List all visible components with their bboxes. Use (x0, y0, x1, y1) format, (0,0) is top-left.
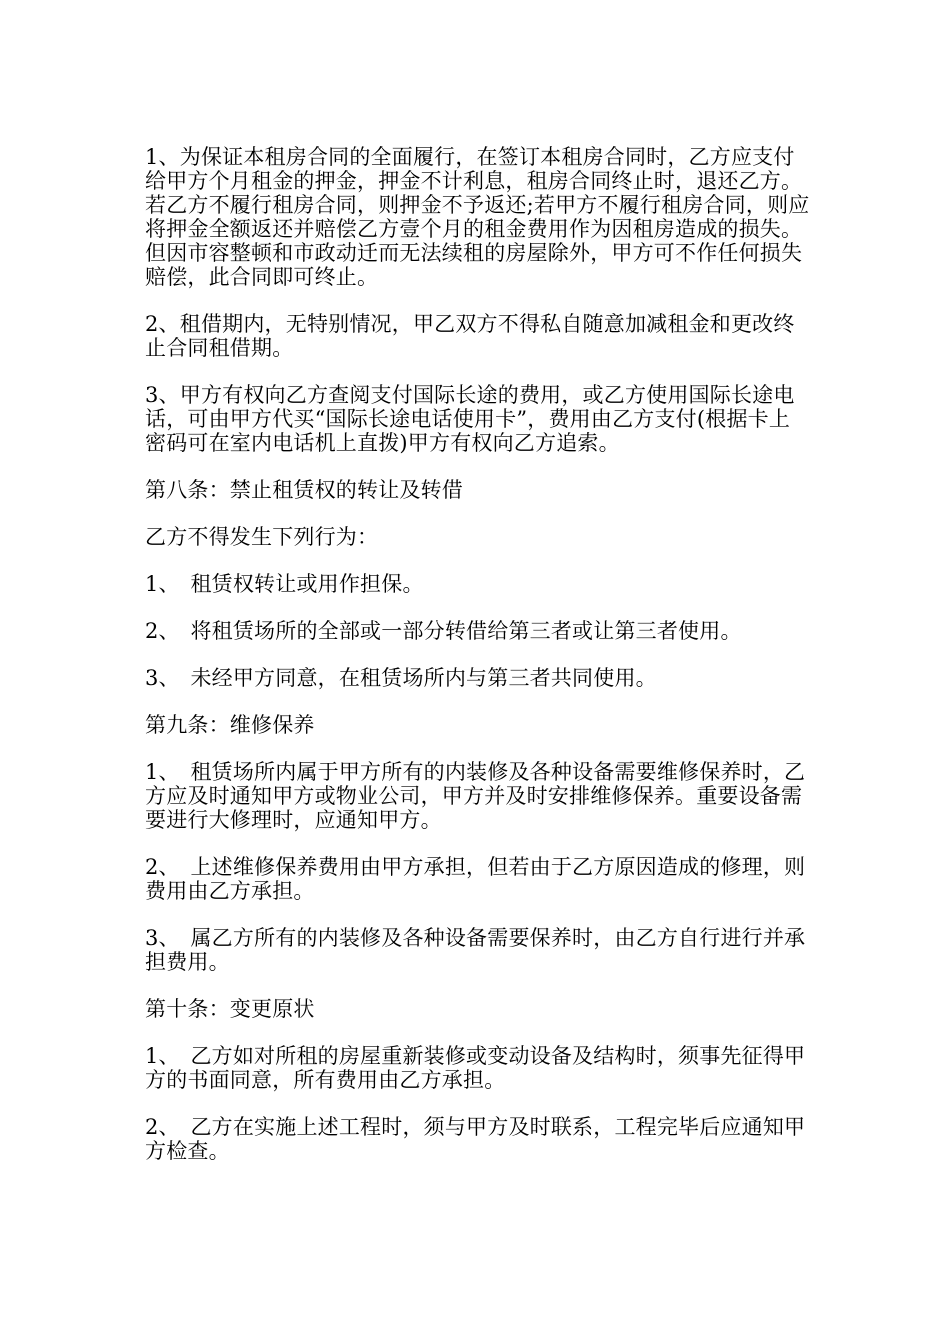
list-item-sublet: 2、 将租赁场所的全部或一部分转借给第三者或让第三者使用。 (145, 619, 742, 643)
paragraph-rent-change: 2、租借期内，无特别情况，甲乙双方不得私自随意加减租金和更改终止合同租借期。 (145, 312, 795, 360)
section-heading-article-10: 第十条：变更原状 (145, 997, 315, 1021)
list-item-renovation-inspection: 2、 乙方在实施上述工程时，须与甲方及时联系，工程完毕后应通知甲方检查。 (145, 1115, 806, 1163)
paragraph-phone-fees: 3、甲方有权向乙方查阅支付国际长途的费用，或乙方使用国际长途电话，可由甲方代买“国际长途电话使用卡”，费用由乙方支付(根据卡上密码可在室内电话机上直拨)甲方有权向乙方追索。 (145, 383, 795, 455)
section-heading-article-9: 第九条：维修保养 (145, 713, 315, 737)
list-item-shared-use: 3、 未经甲方同意，在租赁场所内与第三者共同使用。 (145, 666, 657, 690)
section-heading-article-8: 第八条：禁止租赁权的转让及转借 (145, 478, 463, 502)
list-item-maintenance-tenant: 3、 属乙方所有的内装修及各种设备需要保养时，由乙方自行进行并承担费用。 (145, 926, 806, 974)
list-item-renovation-consent: 1、 乙方如对所租的房屋重新装修或变动设备及结构时，须事先征得甲方的书面同意，所有费用由乙方承担。 (145, 1044, 806, 1092)
paragraph-deposit: 1、为保证本租房合同的全面履行，在签订本租房合同时，乙方应支付给甲方个月租金的押金，押金不计利息，租房合同终止时，退还乙方。若乙方不履行租房合同，则押金不予返还;若甲方不履行租房合同，则应将押金全额返还并赔偿乙方壹个月的租金费用作为因租房造成的损失。但因市容整顿和市政动迁而无法续租的房屋除外，甲方可不作任何损失赔偿，此合同即可终止。 (145, 145, 810, 289)
list-item-maintenance-cost: 2、 上述维修保养费用由甲方承担，但若由于乙方原因造成的修理，则费用由乙方承担。 (145, 855, 806, 903)
paragraph-prohibited-intro: 乙方不得发生下列行为： (145, 525, 379, 549)
document-body (145, 145, 810, 1186)
list-item-maintenance-landlord: 1、 租赁场所内属于甲方所有的内装修及各种设备需要维修保养时，乙方应及时通知甲方或物业公司，甲方并及时安排维修保养。重要设备需要进行大修理时，应通知甲方。 (145, 760, 806, 832)
list-item-transfer: 1、 租赁权转让或用作担保。 (145, 572, 424, 596)
